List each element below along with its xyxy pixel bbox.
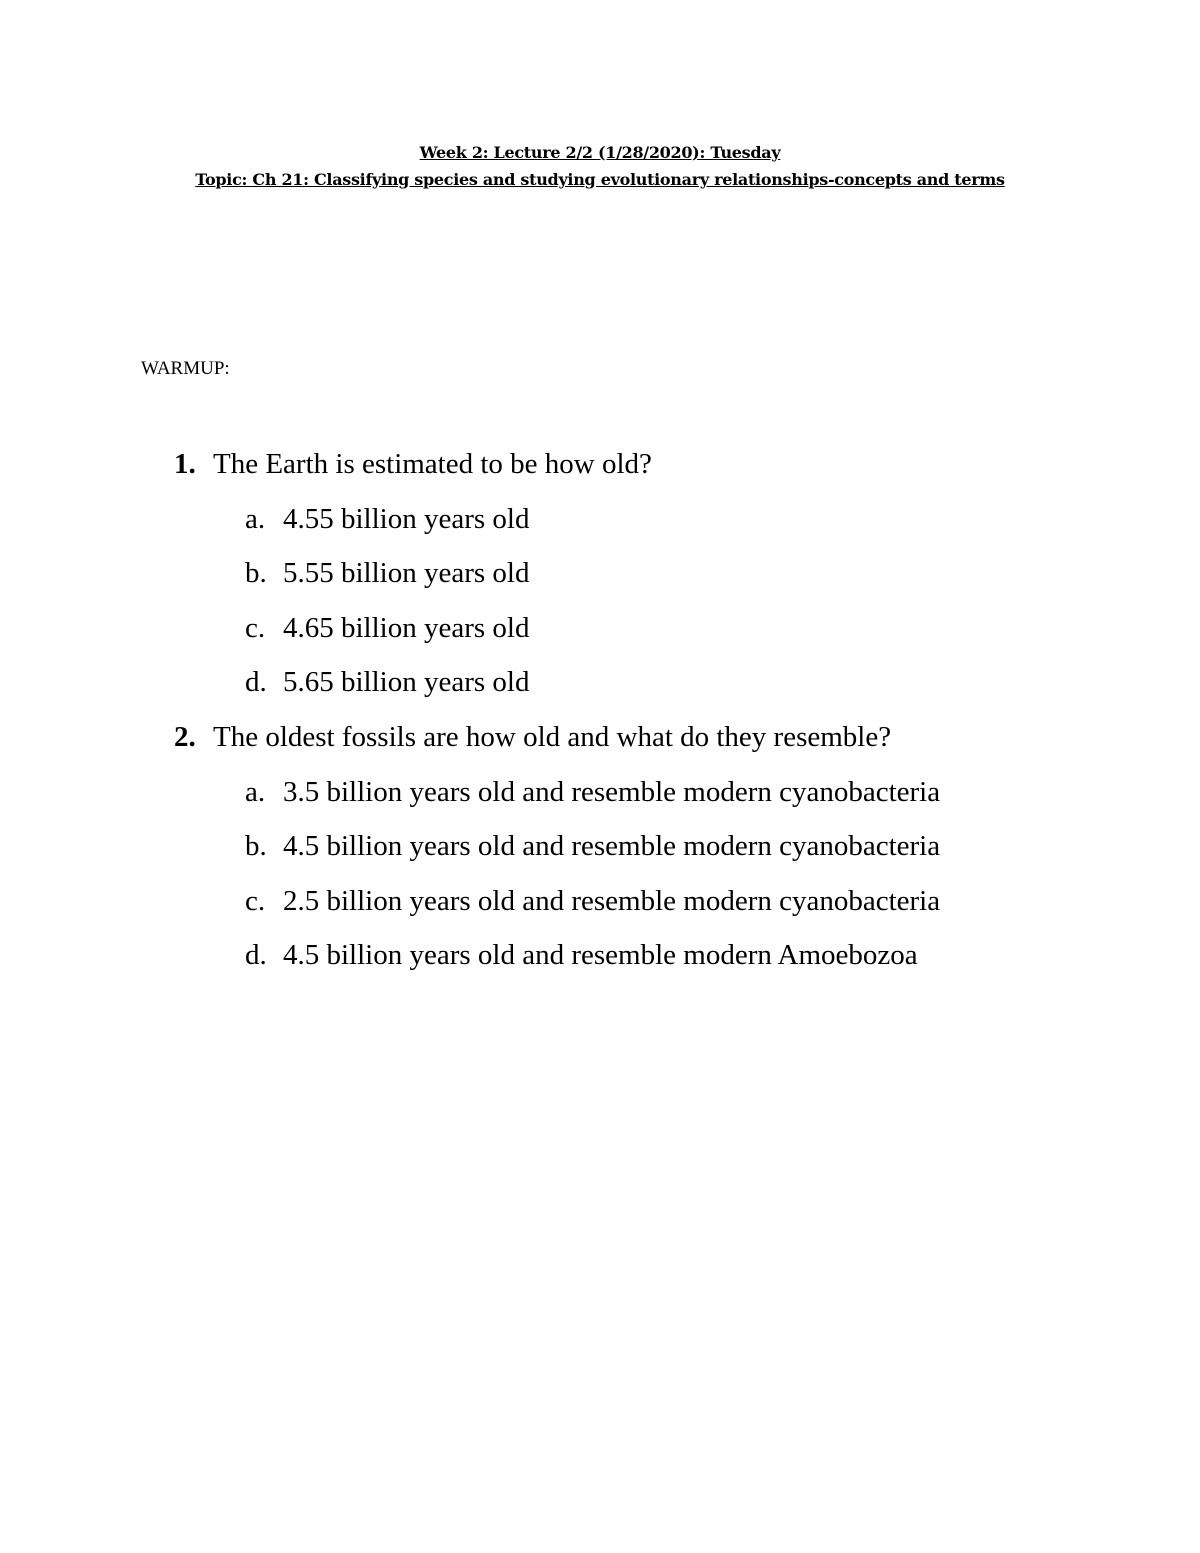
question-2 [0,715,1200,770]
option-text: 3.5 billion years old and resemble modern cyanobacteria [283,775,941,808]
option-letter: c. [245,611,266,644]
question-1-option-d [0,660,1200,715]
question-number: 1. [174,448,196,480]
option-text: 5.55 billion years old [283,557,530,590]
question-2-option-b [0,824,1200,879]
question-text: The oldest fossils are how old and what do they resemble? [213,720,892,753]
question-2-option-d [0,933,1200,988]
option-letter: a. [245,775,266,808]
option-text: 4.55 billion years old [283,502,530,535]
option-text: 4.65 billion years old [283,611,530,644]
question-text: The Earth is estimated to be how old? [213,448,652,480]
option-letter: b. [245,830,267,863]
question-2-option-a [0,770,1200,825]
option-letter: d. [245,939,267,972]
question-1-option-b [0,551,1200,606]
question-2-option-c [0,879,1200,934]
question-1-option-c [0,606,1200,661]
option-text: 2.5 billion years old and resemble modern cyanobacteria [283,884,941,917]
question-list [0,442,1200,988]
option-text: 5.65 billion years old [283,666,530,699]
option-letter: c. [245,884,266,917]
option-text: 4.5 billion years old and resemble modern cyanobacteria [283,830,941,863]
question-number: 2. [174,720,196,753]
lecture-title: Week 2: Lecture 2/2 (1/28/2020): Tuesday [419,143,781,162]
option-letter: d. [245,666,267,699]
option-letter: a. [245,502,266,535]
question-1 [0,442,1200,497]
option-text: 4.5 billion years old and resemble modern Amoebozoa [283,939,918,972]
lecture-topic: Topic: Ch 21: Classifying species and studying evolutionary relationships-concepts and terms [195,170,1005,189]
warmup-label: WARMUP: [141,358,230,379]
question-1-option-a [0,497,1200,552]
option-letter: b. [245,557,267,590]
